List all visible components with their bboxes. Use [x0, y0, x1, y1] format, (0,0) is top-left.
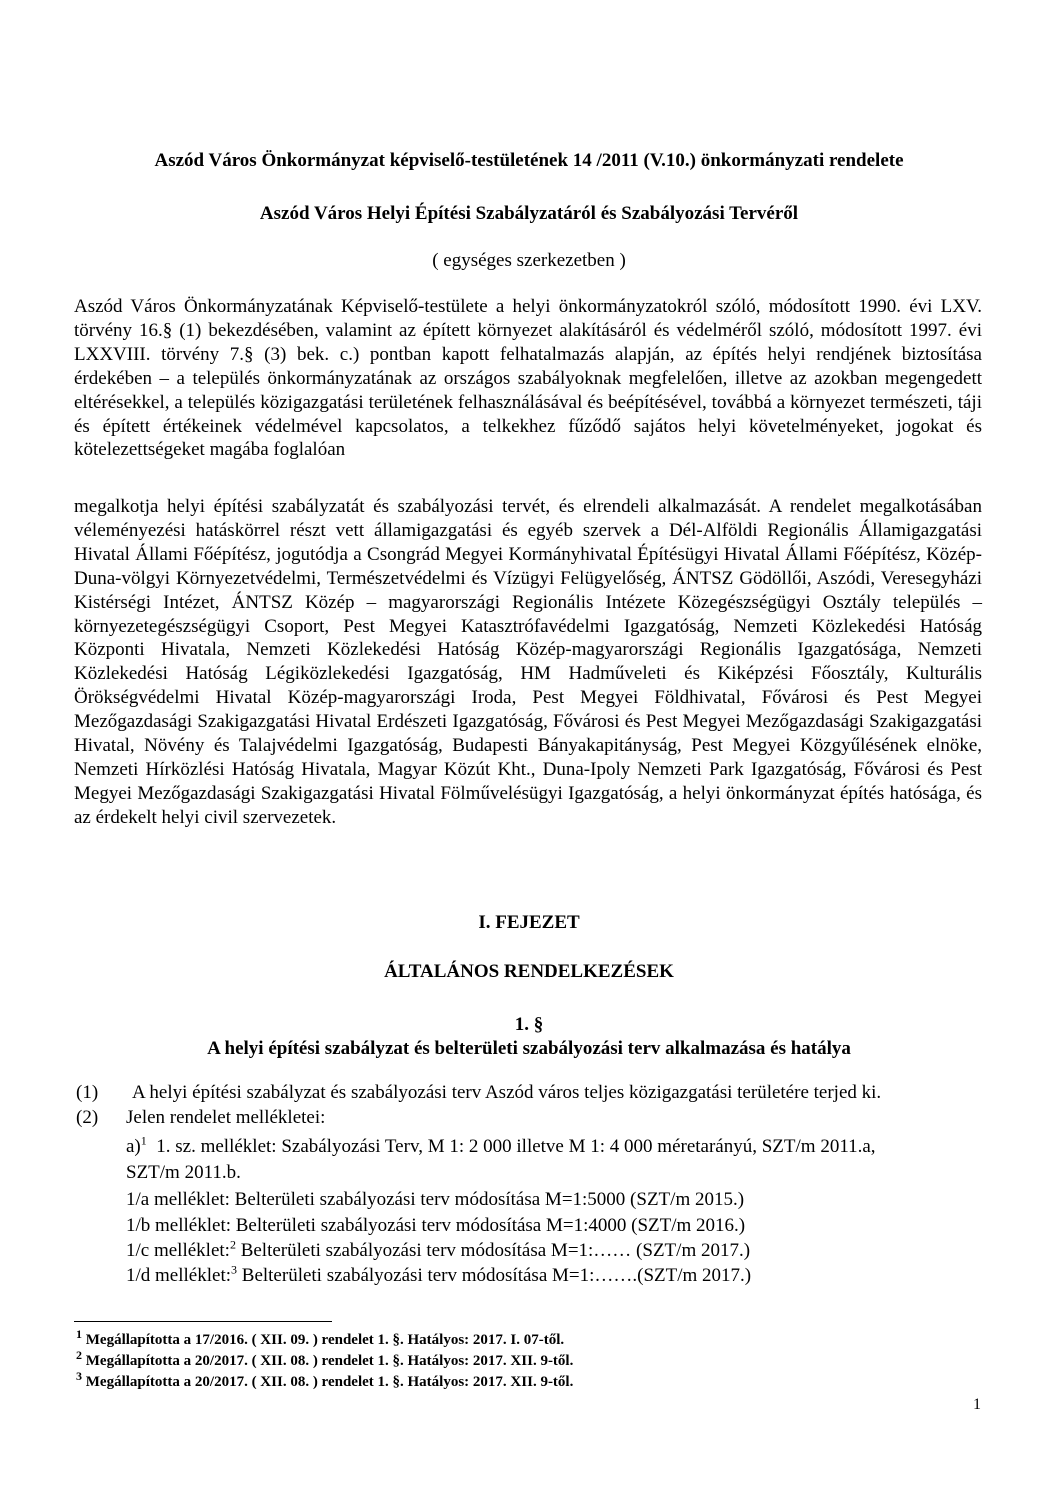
chapter-title: ÁLTALÁNOS RENDELKEZÉSEK: [384, 961, 674, 982]
document-subtitle: Aszód Város Helyi Építési Szabályzatáról és Szabályozási Tervéről: [259, 203, 799, 224]
section-title: A helyi építési szabályzat és belterületi szabályozási terv alkalmazása és hatálya: [207, 1038, 851, 1059]
document-title: Aszód Város Önkormányzat képviselő-testületének 14 /2011 (V.10.) önkormányzati rendelete: [154, 150, 904, 171]
chapter-number: I. FEJEZET: [478, 912, 580, 933]
annex-a-text: 1. sz. melléklet: Szabályozási Terv, M 1: 2 000 illetve M 1: 4 000 méretarányú, SZT/m 2011.a,: [156, 1136, 876, 1157]
annex-1c-text: Belterületi szabályozási terv módosítása M=1:…… (SZT/m 2017.): [235, 1240, 751, 1261]
footnote-ref-2[interactable]: 2: [229, 1237, 236, 1252]
annex-a-label: a): [126, 1136, 141, 1157]
footnote-1-mark: 1: [76, 1327, 82, 1341]
document-note: ( egységes szerkezetben ): [432, 250, 626, 271]
footnote-3: [76, 1369, 574, 1392]
preamble-text-1: Aszód Város Önkormányzatának Képviselő-testülete a helyi önkormányzatokról szóló, módosított 1990. évi LXV. törvény 16.§ (1) bekezdésében, valamint az épített környezet alakításáról és védelméről szóló, módosított 1997. évi LXXVIII. törvény 7.§ (3) bek. c.) pontban kapott felhatalmazás alapján, az építés helyi rendjének biztosítása érdekében – a település önkormányzatának az országos szabályoknak megfelelően, illetve az azokban megengedett eltérésekkel, a település közigazgatási területének felhasználásával és beépítésével, továbbá a környezet természeti, táji és épített értékeinek védelmével kapcsolatos, a telkekhez fűződő sajátos helyi követelményeket, jogokat és kötelezettségeket magába foglalóan: [74, 296, 982, 461]
annex-1d: [126, 1264, 751, 1288]
annex-a-text-cont: SZT/m 2011.b.: [126, 1162, 241, 1183]
footnote-2: [76, 1348, 574, 1371]
footnote-3-text: Megállapította a 20/2017. ( XII. 08. ) rendelet 1. §. Hatályos: 2017. XII. 9-től.: [82, 1374, 574, 1390]
annex-1d-text: Belterületi szabályozási terv módosítása M=1:…….(SZT/m 2017.): [237, 1265, 752, 1286]
section-number: 1. §: [514, 1014, 544, 1035]
item-1-number: (1): [76, 1082, 99, 1103]
item-1-text: A helyi építési szabályzat és szabályozási terv Aszód város teljes közigazgatási területére terjed ki.: [132, 1082, 882, 1103]
annex-1d-label: 1/d melléklet:: [126, 1265, 232, 1286]
footnote-3-mark: 3: [76, 1369, 82, 1383]
annex-1c: [126, 1239, 750, 1263]
item-2-text: Jelen rendelet mellékletei:: [126, 1107, 326, 1128]
page-number: 1: [973, 1396, 981, 1413]
annex-1a: 1/a melléklet: Belterületi szabályozási terv módosítása M=1:5000 (SZT/m 2015.): [126, 1189, 745, 1210]
footnote-2-mark: 2: [76, 1348, 82, 1362]
footnote-2-text: Megállapította a 20/2017. ( XII. 08. ) rendelet 1. §. Hatályos: 2017. XII. 9-től.: [82, 1353, 574, 1369]
annex-1b: 1/b melléklet: Belterületi szabályozási terv módosítása M=1:4000 (SZT/m 2016.): [126, 1215, 746, 1236]
item-2-number: (2): [76, 1107, 99, 1128]
footnote-ref-3[interactable]: 3: [231, 1262, 238, 1277]
preamble-part1: [74, 295, 982, 462]
footnote-ref-1[interactable]: 1: [140, 1133, 147, 1148]
annex-a: [126, 1135, 876, 1159]
footnote-separator: [74, 1321, 332, 1322]
preamble-text-2: megalkotja helyi építési szabályzatát és szabályozási tervét, és elrendeli alkalmazását. A rendelet megalkotásában véleményezési hatáskörrel részt vett államigazgatási és egyéb szervek a Dél-Alföldi Regionális Államigazgatási Hivatal Állami Főépítész, jogutódja a Csongrád Megyei Kormányhivatal Építésügyi Hivatal Állami Főépítész, Közép-Duna-völgyi Környezetvédelmi, Természetvédelmi és Vízügyi Felügyelőség, ÁNTSZ Gödöllői, Aszódi, Veresegyházi Kistérségi Intézet, ÁNTSZ Közép – magyarországi Regionális Intézete Közegészségügyi Osztály település –környezetegészségügyi Csoport, Pest Megyei Katasztrófavédelmi Igazgatóság, Nemzeti Közlekedési Hatóság Központi Hivatala, Nemzeti Közlekedési Hatóság Közép-magyarországi Regionális Igazgatósága, Nemzeti Közlekedési Hatóság Légiközlekedési Igazgatóság, HM Hadműveleti és Kiképzési Főosztály, Kulturális Örökségvédelmi Hivatal Közép-magyarországi Iroda, Pest Megyei Földhivatal, Fővárosi és Pest Megyei Mezőgazdasági Szakigazgatási Hivatal Erdészeti Igazgatóság, Fővárosi és Pest Megyei Mezőgazdasági Szakigazgatási Hivatal, Növény és Talajvédelmi Igazgatóság, Budapesti Bányakapitányság, Pest Megyei Közgyűlésének elnöke, Nemzeti Hírközlési Hatóság Hivatala, Magyar Közút Kht., Duna-Ipoly Nemzeti Park Igazgatóság, Fővárosi és Pest Megyei Mezőgazdasági Szakigazgatási Hivatal Fölművelésügyi Igazgatóság, a helyi önkormányzat építés hatósága, és az érdekelt helyi civil szervezetek.: [74, 496, 982, 828]
annex-1c-label: 1/c melléklet:: [126, 1240, 230, 1261]
footnote-1: [76, 1327, 565, 1350]
footnote-1-text: Megállapította a 17/2016. ( XII. 09. ) rendelet 1. §. Hatályos: 2017. I. 07-től.: [82, 1332, 565, 1348]
preamble-part2: [74, 495, 982, 830]
